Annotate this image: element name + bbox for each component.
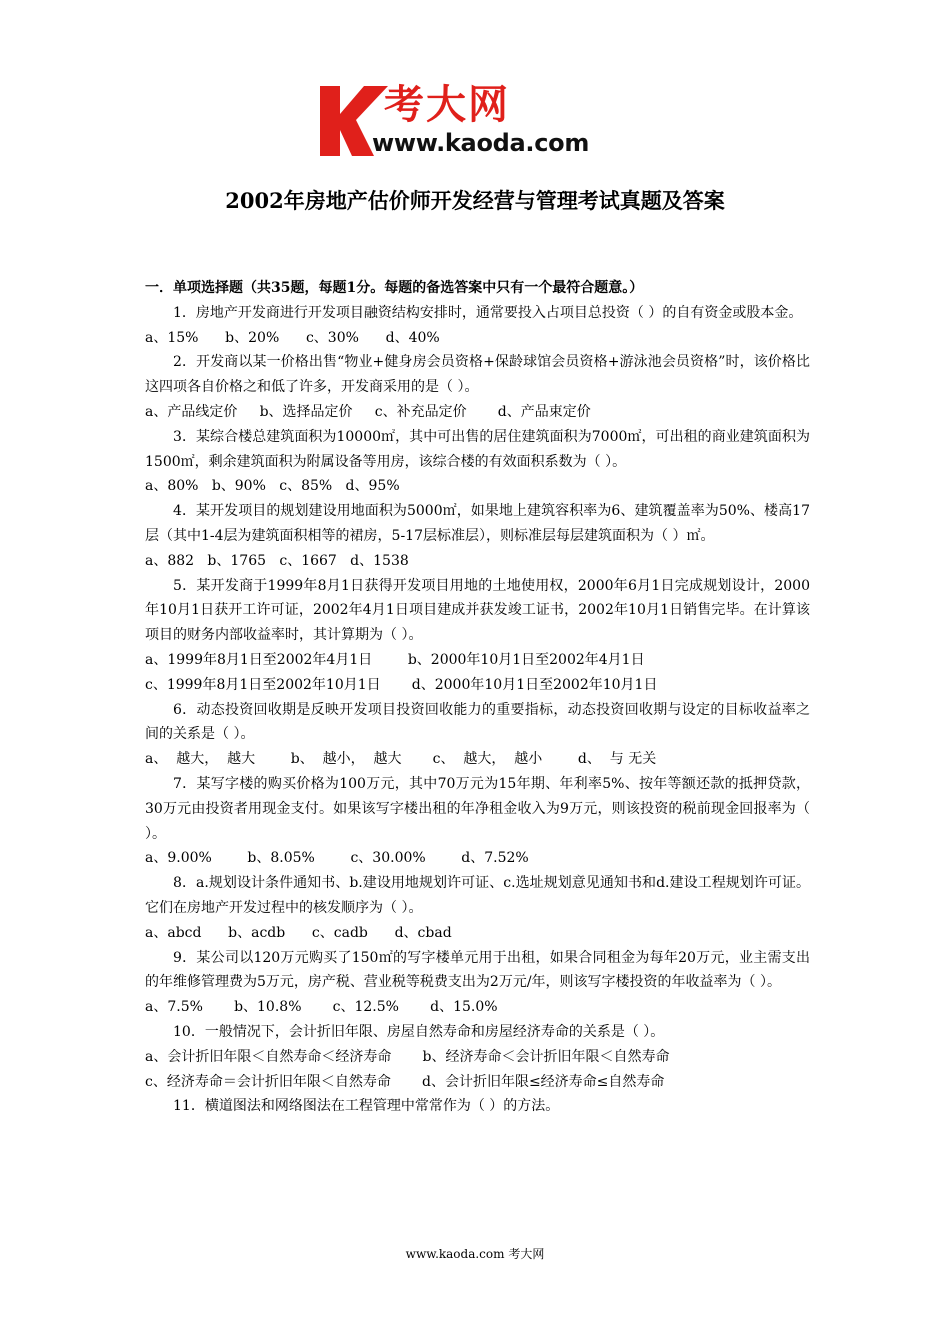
answer-options: c、1999年8月1日至2002年10月1日 d、2000年10月1日至2002年10月1日 [145, 676, 658, 693]
answer-options: a、15% b、20% c、30% d、40% [145, 329, 440, 346]
question-text: 7．某写字楼的购买价格为100万元，其中70万元为15年期、年利率5%、按年等额还款的抵押贷款，30万元由投资者用现金支付。如果该写字楼出租的年净租金收入为9万元，则该投资的税前现金回报率为（ ）。 [145, 775, 810, 842]
question-text: 4．某开发项目的规划建设用地面积为5000㎡，如果地上建筑容积率为6、建筑覆盖率为50%、楼高17层（其中1-4层为建筑面积相等的裙房，5-17层标准层），则标准层每层建筑面积为（ ）㎡。 [145, 503, 810, 544]
question-text: 8．a.规划设计条件通知书、b.建设用地规划许可证、c.选址规划意见通知书和d.建设工程规划许可证。它们在房地产开发过程中的核发顺序为（ ）。 [145, 875, 810, 916]
question-text: 11．横道图法和网络图法在工程管理中常常作为（ ）的方法。 [173, 1098, 560, 1115]
answer-options: a、1999年8月1日至2002年4月1日 b、2000年10月1日至2002年4月1日 [145, 651, 645, 668]
question-text: 1．房地产开发商进行开发项目融资结构安排时，通常要投入占项目总投资（ ）的自有资金或股本金。 [173, 304, 803, 321]
answer-options: a、产品线定价 b、选择品定价 c、补充品定价 d、产品束定价 [145, 403, 591, 420]
question-text: 10．一般情况下，会计折旧年限、房屋自然寿命和房屋经济寿命的关系是（ ）。 [173, 1023, 665, 1040]
answer-options: a、9.00% b、8.05% c、30.00% d、7.52% [145, 850, 529, 867]
logo-chinese-text: 考大网 [384, 82, 510, 128]
answer-options: c、经济寿命＝会计折旧年限＜自然寿命 d、会计折旧年限≤经济寿命≤自然寿命 [145, 1073, 665, 1090]
answer-options: a、 越大， 越大 b、 越小， 越大 c、 越大， 越小 d、 与 无关 [145, 751, 657, 768]
kaoda-logo [316, 84, 638, 160]
section-heading: 一．单项选择题（共35题，每题1分。每题的备选答案中只有一个最符合题意。） [145, 280, 644, 296]
answer-options: a、882 b、1765 c、1667 d、1538 [145, 552, 409, 569]
question-text: 6．动态投资回收期是反映开发项目投资回收能力的重要指标，动态投资回收期与设定的目标收益率之间的关系是（ ）。 [145, 701, 810, 743]
answer-options: a、会计折旧年限＜自然寿命＜经济寿命 b、经济寿命＜会计折旧年限＜自然寿命 [145, 1048, 670, 1065]
question-text: 9．某公司以120万元购买了150㎡的写字楼单元用于出租，如果合同租金为每年20万元，业主需支出的年维修管理费为5万元，房产税、营业税等税费支出为2万元/年，则该写字楼投资的年收益率为（ ）。 [145, 949, 810, 991]
exam-content [145, 276, 810, 1119]
logo-url-text: www.kaoda.com [372, 129, 590, 157]
page-footer: www.kaoda.com 考大网 [405, 1247, 545, 1261]
answer-options: a、abcd b、acdb c、cadb d、cbad [145, 924, 452, 941]
answer-options: a、80% b、90% c、85% d、95% [145, 478, 400, 495]
document-title: 2002年房地产估价师开发经营与管理考试真题及答案 [225, 188, 725, 213]
question-text: 3．某综合楼总建筑面积为10000㎡，其中可出售的居住建筑面积为7000㎡，可出租的商业建筑面积为1500㎡，剩余建筑面积为附属设备等用房，该综合楼的有效面积系数为（ ）。 [145, 428, 810, 470]
question-text: 5．某开发商于1999年8月1日获得开发项目用地的土地使用权，2000年6月1日完成规划设计，2000年10月1日获开工许可证，2002年4月1日项目建成并获发竣工证书，2002年10月1日销售完毕。在计算该项目的财务内部收益率时，其计算期为（ ）。 [145, 577, 810, 644]
question-text: 2．开发商以某一价格出售“物业+健身房会员资格+保龄球馆会员资格+游泳池会员资格”时，该价格比这四项各自价格之和低了许多，开发商采用的是（ ）。 [145, 354, 810, 396]
answer-options: a、7.5% b、10.8% c、12.5% d、15.0% [145, 999, 498, 1016]
